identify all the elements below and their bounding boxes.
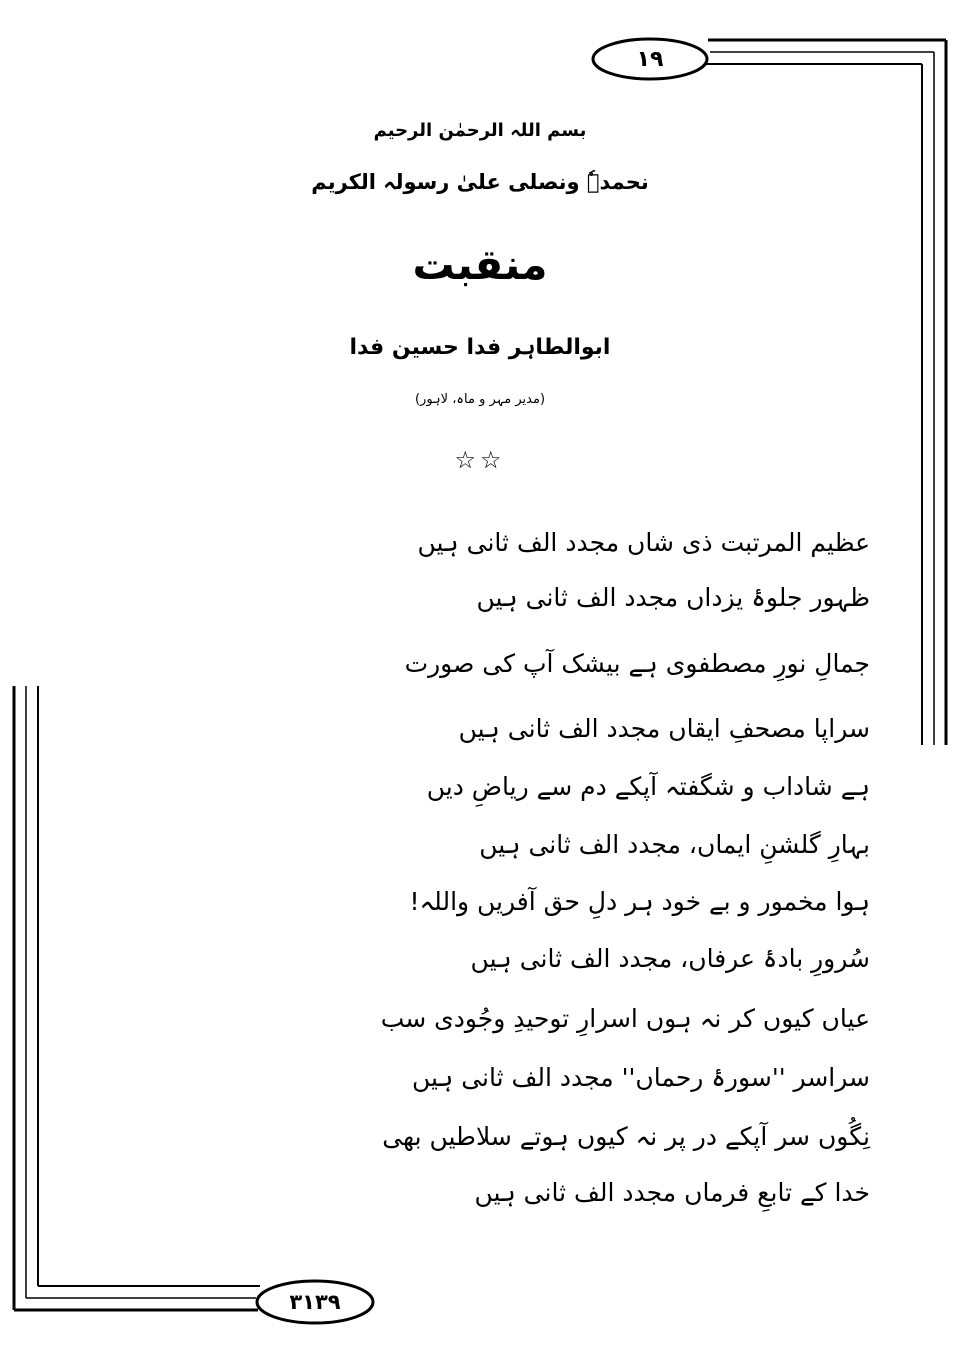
verse-line: نِگُوں سر آپکے در پر نہ کیوں ہوتے سلاطیں بھی [382,1122,870,1151]
verse-line: ہوا مخمور و بے خود ہر دلِ حق آفریں واللہ! [409,887,870,916]
author-name: ابوالطاہر فدا حسین فدا [349,335,611,360]
verse-line: سراسر ''سورۂ رحماں'' مجدد الف ثانی ہیں [412,1063,870,1092]
basmala: بسم اللہ الرحمٰن الرحیم [373,120,587,141]
verse-line: ہے شاداب و شگفتہ آپکے دم سے ریاضِ دیں [426,772,870,801]
verse-line: سراپا مصحفِ ایقاں مجدد الف ثانی ہیں [458,714,870,743]
page-number-top: ۱۹ [636,46,664,72]
author-designation: (مدیر مہر و ماہ، لاہور) [414,392,546,407]
verse-line: خدا کے تابعِ فرماں مجدد الف ثانی ہیں [474,1178,870,1207]
verse-line: جمالِ نورِ مصطفوی ہے بیشک آپ کی صورت [404,649,870,678]
salutation: نحمدہٗ ونصلی علیٰ رسولہ الکریم [311,170,649,194]
verse-line: عیاں کیوں کر نہ ہوں اسرارِ توحیدِ وجُودی سب [380,1004,870,1033]
page-title: منقبت [412,240,548,289]
verse-line: سُرورِ بادۂ عرفاں، مجدد الف ثانی ہیں [470,944,870,973]
verse-line: ظہور جلوۂ یزداں مجدد الف ثانی ہیں [476,583,870,612]
verse-line: بہارِ گلشنِ ایماں، مجدد الف ثانی ہیں [479,830,870,859]
page-number-bottom: ۳۱۳۹ [289,1290,341,1314]
verse-line: عظیم المرتبت ذی شاں مجدد الف ثانی ہیں [417,528,870,557]
star-separator: ☆☆ [454,446,506,474]
